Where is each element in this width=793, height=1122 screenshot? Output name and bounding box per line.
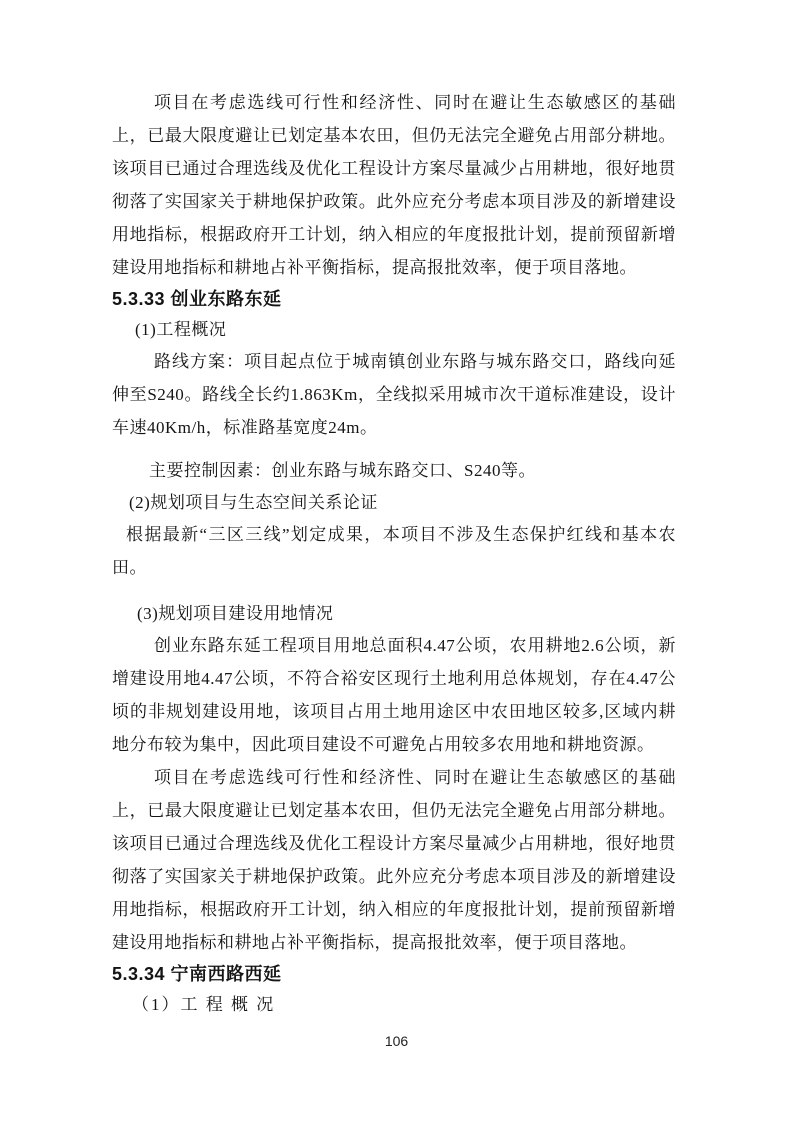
paragraph-three-zones-three-lines: 根据最新“三区三线”划定成果，本项目不涉及生态保护红线和基本农田。 <box>112 525 676 577</box>
section-heading-5-3-34: 5.3.34 宁南西路西延 <box>112 964 282 984</box>
paragraph-farmland-measures-1: 项目在考虑选线可行性和经济性、同时在避让生态敏感区的基础上，已最大限度避让已划定基本农田，但仍无法完全避免占用部分耕地。该项目已通过合理选线及优化工程设计方案尽量减少占用耕地，很好地贯彻落了实国家关于耕地保护政策。此外应充分考虑本项目涉及的新增建设用地指标，根据政府开工计划，纳入相应的年度报批计划，提前预留新增建设用地指标和耕地占补平衡指标，提高报批效率，便于项目落地。 <box>112 93 676 277</box>
subsection-label-land-use: (3)规划项目建设用地情况 <box>137 604 334 623</box>
page-content <box>112 86 676 1020</box>
page-number: 106 <box>384 1033 409 1049</box>
paragraph-route-scheme: 路线方案：项目起点位于城南镇创业东路与城东路交口，路线向延伸至S240。路线全长约1.863Km，全线拟采用城市次干道标准建设，设计车速40Km/h，标准路基宽度24m。 <box>112 352 676 437</box>
subsection-label-project-overview-2: （1）工 程 概 况 <box>132 995 276 1014</box>
paragraph-land-area: 创业东路东延工程项目用地总面积4.47公顷，农用耕地2.6公顷，新增建设用地4.47公顷，不符合裕安区现行土地利用总体规划，存在4.47公顷的非规划建设用地，该项目占用土地用途区中农田地区较多,区域内耕地分布较为集中，因此项目建设不可避免占用较多农用地和耕地资源。 <box>112 636 676 754</box>
paragraph-control-factors: 主要控制因素：创业东路与城东路交口、S240等。 <box>149 461 536 480</box>
paragraph-farmland-measures-2: 项目在考虑选线可行性和经济性、同时在避让生态敏感区的基础上，已最大限度避让已划定基本农田，但仍无法完全避免占用部分耕地。该项目已通过合理选线及优化工程设计方案尽量减少占用耕地，很好地贯彻落了实国家关于耕地保护政策。此外应充分考虑本项目涉及的新增建设用地指标，根据政府开工计划，纳入相应的年度报批计划，提前预留新增建设用地指标和耕地占补平衡指标，提高报批效率，便于项目落地。 <box>112 768 676 952</box>
subsection-label-ecological-space: (2)规划项目与生态空间关系论证 <box>129 493 378 512</box>
section-heading-5-3-33: 5.3.33 创业东路东延 <box>112 289 282 309</box>
subsection-label-project-overview-1: (1)工程概况 <box>135 320 227 339</box>
